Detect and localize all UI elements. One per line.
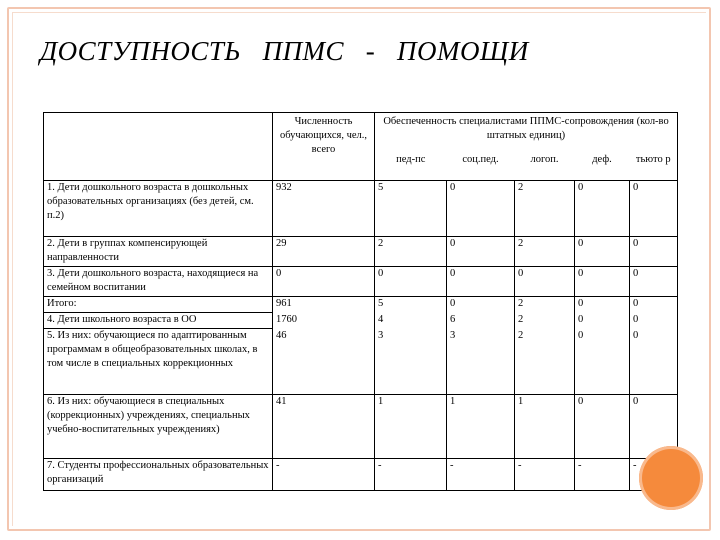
header-empty bbox=[44, 113, 273, 181]
cell-soc-ped: 0 bbox=[447, 237, 515, 267]
cell-ped-ps: 1 bbox=[375, 395, 447, 459]
cell-def: 0 bbox=[575, 297, 630, 313]
cell-ped-ps: 5 bbox=[375, 181, 447, 237]
cell-def: 0 bbox=[575, 267, 630, 297]
header-soc-ped: соц.пед. bbox=[447, 153, 515, 181]
cell-ped-ps: 2 bbox=[375, 237, 447, 267]
cell-tutor: 0 bbox=[630, 313, 678, 329]
cell-logop: 2 bbox=[515, 329, 575, 395]
row-count: 932 bbox=[273, 181, 375, 237]
cell-soc-ped: 1 bbox=[447, 395, 515, 459]
cell-def: 0 bbox=[575, 329, 630, 395]
table-row bbox=[44, 313, 678, 329]
cell-soc-ped: 0 bbox=[447, 181, 515, 237]
cell-tutor: 0 bbox=[630, 181, 678, 237]
cell-logop: - bbox=[515, 459, 575, 491]
ppms-table bbox=[43, 112, 678, 491]
cell-def: 0 bbox=[575, 237, 630, 267]
header-tutor: тьюто р bbox=[630, 153, 678, 181]
cell-def: - bbox=[575, 459, 630, 491]
cell-tutor: - bbox=[630, 459, 678, 491]
row-count: 1760 bbox=[273, 313, 375, 329]
cell-logop: 2 bbox=[515, 181, 575, 237]
row-count: 961 bbox=[273, 297, 375, 313]
row-label: 3. Дети дошкольного возраста, находящиеся на семейном воспитании bbox=[44, 267, 273, 297]
row-label: 4. Дети школьного возраста в ОО bbox=[44, 313, 273, 329]
cell-tutor: 0 bbox=[630, 329, 678, 395]
header-logop: логоп. bbox=[515, 153, 575, 181]
row-label: 2. Дети в группах компенсирующей направленности bbox=[44, 237, 273, 267]
row-label: 7. Студенты профессиональных образовательных организаций bbox=[44, 459, 273, 491]
table-row-total bbox=[44, 297, 678, 313]
cell-logop: 0 bbox=[515, 267, 575, 297]
cell-soc-ped: 6 bbox=[447, 313, 515, 329]
cell-tutor: 0 bbox=[630, 237, 678, 267]
row-label: 6. Из них: обучающиеся в специальных (коррекционных) учреждениях, специальных учебно-воспитательных учреждениях) bbox=[44, 395, 273, 459]
header-ped-ps: пед-пс bbox=[375, 153, 447, 181]
cell-def: 0 bbox=[575, 313, 630, 329]
cell-ped-ps: - bbox=[375, 459, 447, 491]
table-row bbox=[44, 395, 678, 459]
table-row bbox=[44, 459, 678, 491]
row-count: - bbox=[273, 459, 375, 491]
row-count: 0 bbox=[273, 267, 375, 297]
header-count: Численность обучающихся, чел., всего bbox=[273, 113, 375, 181]
cell-logop: 2 bbox=[515, 313, 575, 329]
cell-def: 0 bbox=[575, 181, 630, 237]
cell-soc-ped: 0 bbox=[447, 267, 515, 297]
header-row bbox=[44, 113, 678, 153]
table-row bbox=[44, 329, 678, 395]
table-row bbox=[44, 237, 678, 267]
cell-def: 0 bbox=[575, 395, 630, 459]
cell-ped-ps: 0 bbox=[375, 267, 447, 297]
slide-title: ДОСТУПНОСТЬ ППМС - ПОМОЩИ bbox=[40, 36, 529, 66]
table-row bbox=[44, 181, 678, 237]
table-row bbox=[44, 267, 678, 297]
cell-tutor: 0 bbox=[630, 297, 678, 313]
cell-soc-ped: 0 bbox=[447, 297, 515, 313]
row-count: 46 bbox=[273, 329, 375, 395]
header-specialists: Обеспеченность специалистами ППМС-сопровождения (кол-во штатных единиц) bbox=[375, 113, 678, 153]
header-def: деф. bbox=[575, 153, 630, 181]
cell-ped-ps: 5 bbox=[375, 297, 447, 313]
cell-logop: 1 bbox=[515, 395, 575, 459]
cell-tutor: 0 bbox=[630, 267, 678, 297]
row-label: Итого: bbox=[44, 297, 273, 313]
cell-tutor: 0 bbox=[630, 395, 678, 459]
cell-logop: 2 bbox=[515, 237, 575, 267]
cell-ped-ps: 3 bbox=[375, 329, 447, 395]
row-label: 5. Из них: обучающиеся по адаптированным программам в общеобразовательных школах, в том числе в специальных коррекционных bbox=[44, 329, 273, 395]
cell-soc-ped: 3 bbox=[447, 329, 515, 395]
row-count: 29 bbox=[273, 237, 375, 267]
cell-soc-ped: - bbox=[447, 459, 515, 491]
decorative-orange-circle bbox=[639, 446, 703, 510]
row-label: 1. Дети дошкольного возраста в дошкольных образовательных организациях (без детей, см. п.2) bbox=[44, 181, 273, 237]
cell-ped-ps: 4 bbox=[375, 313, 447, 329]
row-count: 41 bbox=[273, 395, 375, 459]
cell-logop: 2 bbox=[515, 297, 575, 313]
